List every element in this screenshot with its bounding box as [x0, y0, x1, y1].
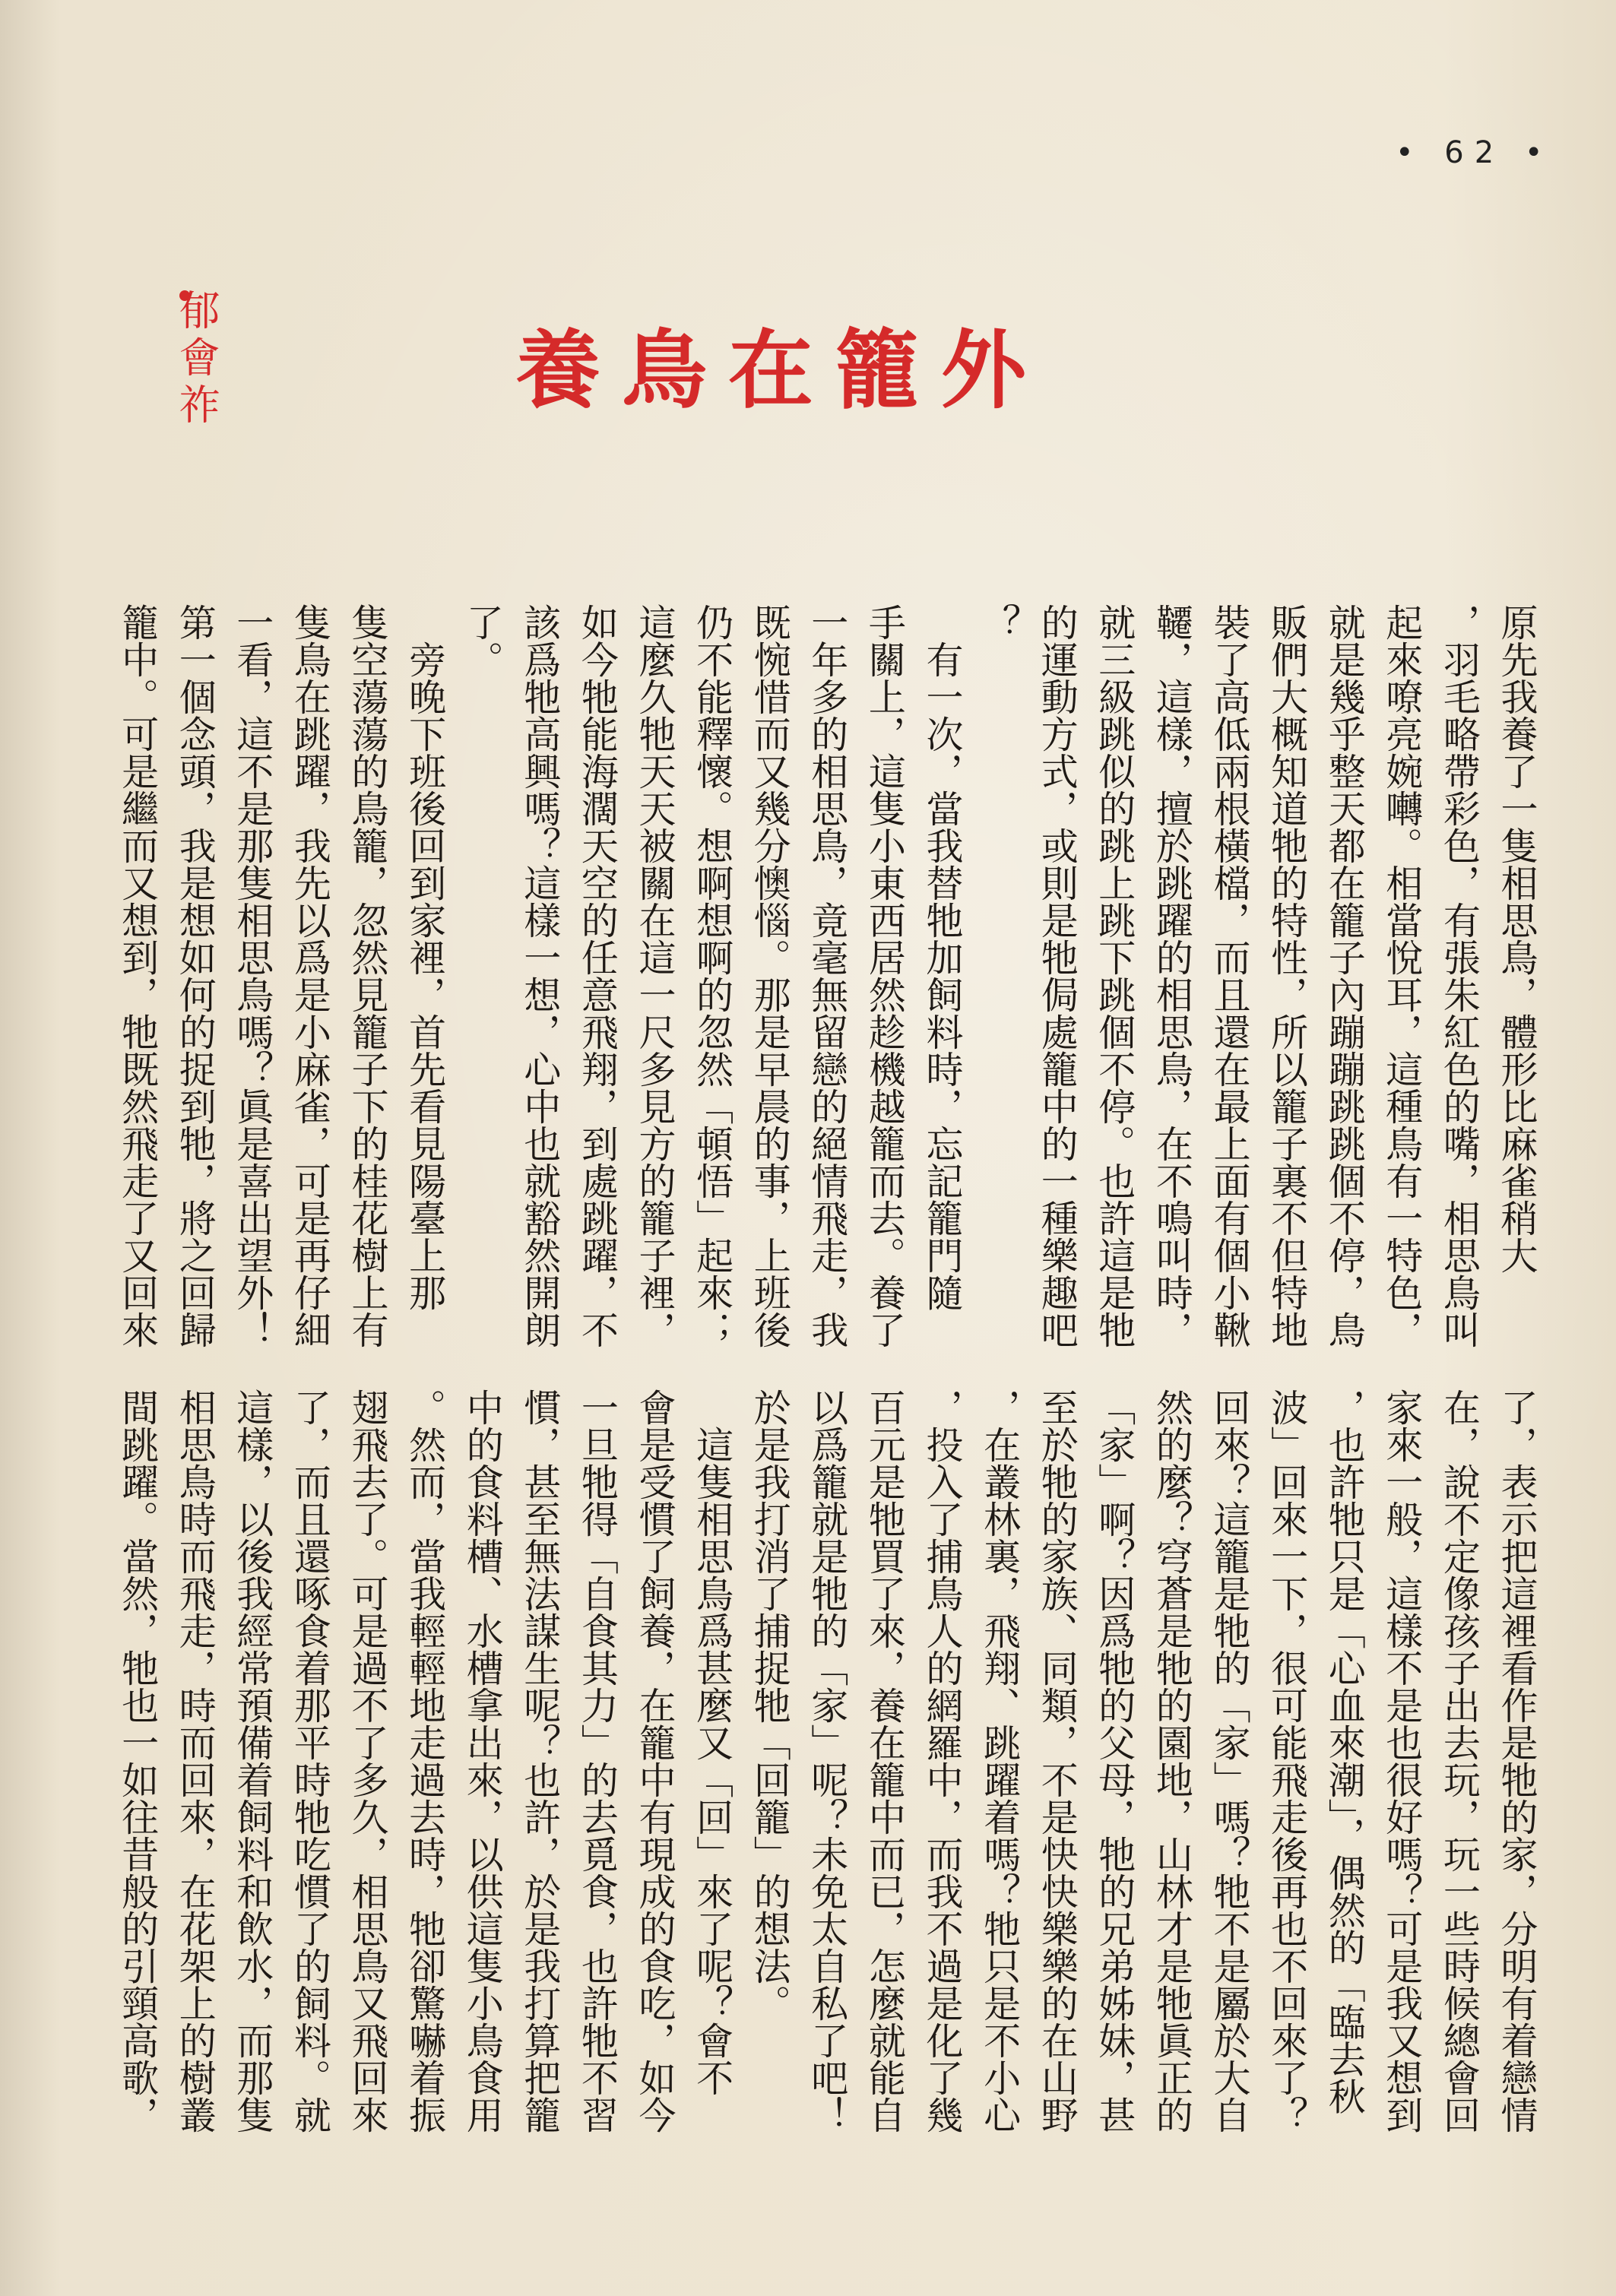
- upper-column: 的運動方式，或則是牠侷處籠中的一種樂趣吧: [1035, 603, 1079, 1348]
- lower-column: ，投入了捕鳥人的網羅中，而我不過是化了幾: [920, 1389, 964, 2133]
- lower-column: 在，說不定像孩子出去玩，玩一些時候總會回: [1437, 1389, 1481, 2133]
- lower-column: ，也許牠只是「心血來潮」，偶然的「臨去秋: [1323, 1389, 1367, 2115]
- lower-column: 會是受慣了飼養，在籠中有現成的食吃，如今: [633, 1389, 677, 2133]
- lower-column: 。然而，當我輕輕地走過去時，牠卻驚嚇着振: [403, 1389, 447, 2133]
- upper-column: 這麼久牠天天被關在這一尺多見方的籠子裡，: [633, 603, 677, 1348]
- upper-column: 起來嘹亮婉囀。相當悅耳，這種鳥有一特色，: [1380, 603, 1424, 1348]
- lower-column: 一旦牠得「自食其力」的去覓食，也許牠不習: [575, 1389, 619, 2133]
- lower-column: 中的食料槽、水槽拿出來，以供這隻小鳥食用: [461, 1389, 505, 2133]
- author-name: 郁會祚: [173, 289, 220, 430]
- lower-column: 了，而且還啄食着那平時牠吃慣了的飼料。就: [288, 1389, 332, 2133]
- upper-column: 仍不能釋懷。想啊想啊的忽然「頓悟」起來；: [690, 603, 734, 1348]
- lower-column: 「家」啊？因爲牠的父母，牠的兄弟姊妹，甚: [1092, 1389, 1136, 2133]
- article-title: 養鳥在籠外: [515, 321, 1047, 420]
- upper-column: 韆，這樣，擅於跳躍的相思鳥，在不鳴叫時，: [1150, 603, 1194, 1348]
- lower-column: 間跳躍。當然，牠也一如往昔般的引頸高歌，: [116, 1389, 160, 2133]
- upper-column: 一年多的相思鳥，竟毫無留戀的絕情飛走，我: [805, 603, 849, 1348]
- lower-column: ，在叢林裏，飛翔、跳躍着嗎？牠只是不小心: [978, 1389, 1022, 2133]
- lower-column: 相思鳥時而飛走，時而回來，在花架上的樹叢: [173, 1389, 217, 2133]
- page-number: • 62 •: [1396, 135, 1554, 170]
- upper-column: 隻空蕩蕩的鳥籠，忽然見籠子下的桂花樹上有: [346, 603, 389, 1348]
- lower-column: 以爲籠就是牠的「家」呢？未免太自私了吧！: [805, 1389, 849, 2133]
- upper-column: ？: [978, 603, 1022, 641]
- upper-column: 旁晚下班後回到家裡，首先看見陽臺上那: [403, 603, 447, 1311]
- upper-column: 籠中。可是繼而又想到，牠既然飛走了又回來: [116, 603, 160, 1348]
- upper-column: 既惋惜而又幾分懊惱。那是早晨的事，上班後: [748, 603, 792, 1348]
- upper-column: 手關上，這隻小東西居然趁機越籠而去。養了: [863, 603, 907, 1348]
- lower-column: 百元是牠買了來，養在籠中而已，怎麼就能自: [863, 1389, 907, 2133]
- upper-column: 原先我養了一隻相思鳥，體形比麻雀稍大: [1495, 603, 1538, 1274]
- upper-column: 有一次，當我替牠加飼料時，忘記籠門隨: [920, 603, 964, 1311]
- lower-column: 這樣，以後我經常預備着飼料和飲水，而那隻: [230, 1389, 274, 2133]
- upper-column: 販們大概知道牠的特性，所以籠子裏不但特地: [1265, 603, 1309, 1348]
- lower-column: 翅飛去了。可是過不了多久，相思鳥又飛回來: [346, 1389, 389, 2133]
- upper-column: 該爲牠高興嗎？這樣一想，心中也就豁然開朗: [518, 603, 562, 1348]
- upper-column: ，羽毛略帶彩色，有張朱紅色的嘴，相思鳥叫: [1437, 603, 1481, 1348]
- lower-column: 至於牠的家族、同類，不是快快樂樂的在山野: [1035, 1389, 1079, 2133]
- lower-column: 家來一般，這樣不是也很好嗎？可是我又想到: [1380, 1389, 1424, 2133]
- lower-column: 這隻相思鳥爲甚麼又「回」來了呢？會不: [690, 1389, 734, 2096]
- lower-column: 慣，甚至無法謀生呢？也許，於是我打算把籠: [518, 1389, 562, 2133]
- upper-column: 一看，這不是那隻相思鳥嗎？眞是喜出望外！: [230, 603, 274, 1348]
- upper-column: 隻鳥在跳躍，我先以爲是小麻雀，可是再仔細: [288, 603, 332, 1348]
- upper-column: 第一個念頭，我是想如何的捉到牠，將之回歸: [173, 603, 217, 1348]
- upper-column: 裝了高低兩根橫檔，而且還在最上面有個小鞦: [1208, 603, 1251, 1348]
- upper-column: 了。: [461, 603, 505, 678]
- lower-column: 於是我打消了捕捉牠「回籠」的想法。: [748, 1389, 792, 2022]
- lower-column: 了，表示把這裡看作是牠的家，分明有着戀情: [1495, 1389, 1538, 2133]
- lower-column: 然的麼？穹蒼是牠的園地，山林才是牠眞正的: [1150, 1389, 1194, 2133]
- upper-column: 就是幾乎整天都在籠子內蹦蹦跳跳個不停，鳥: [1323, 603, 1367, 1348]
- lower-column: 波」回來一下，很可能飛走後再也不回來了？: [1265, 1389, 1309, 2133]
- lower-column: 回來？這籠是牠的「家」嗎？牠不是屬於大自: [1208, 1389, 1251, 2133]
- upper-column: 就三級跳似的跳上跳下跳個不停。也許這是牠: [1092, 603, 1136, 1348]
- upper-column: 如今牠能海濶天空的任意飛翔，到處跳躍，不: [575, 603, 619, 1348]
